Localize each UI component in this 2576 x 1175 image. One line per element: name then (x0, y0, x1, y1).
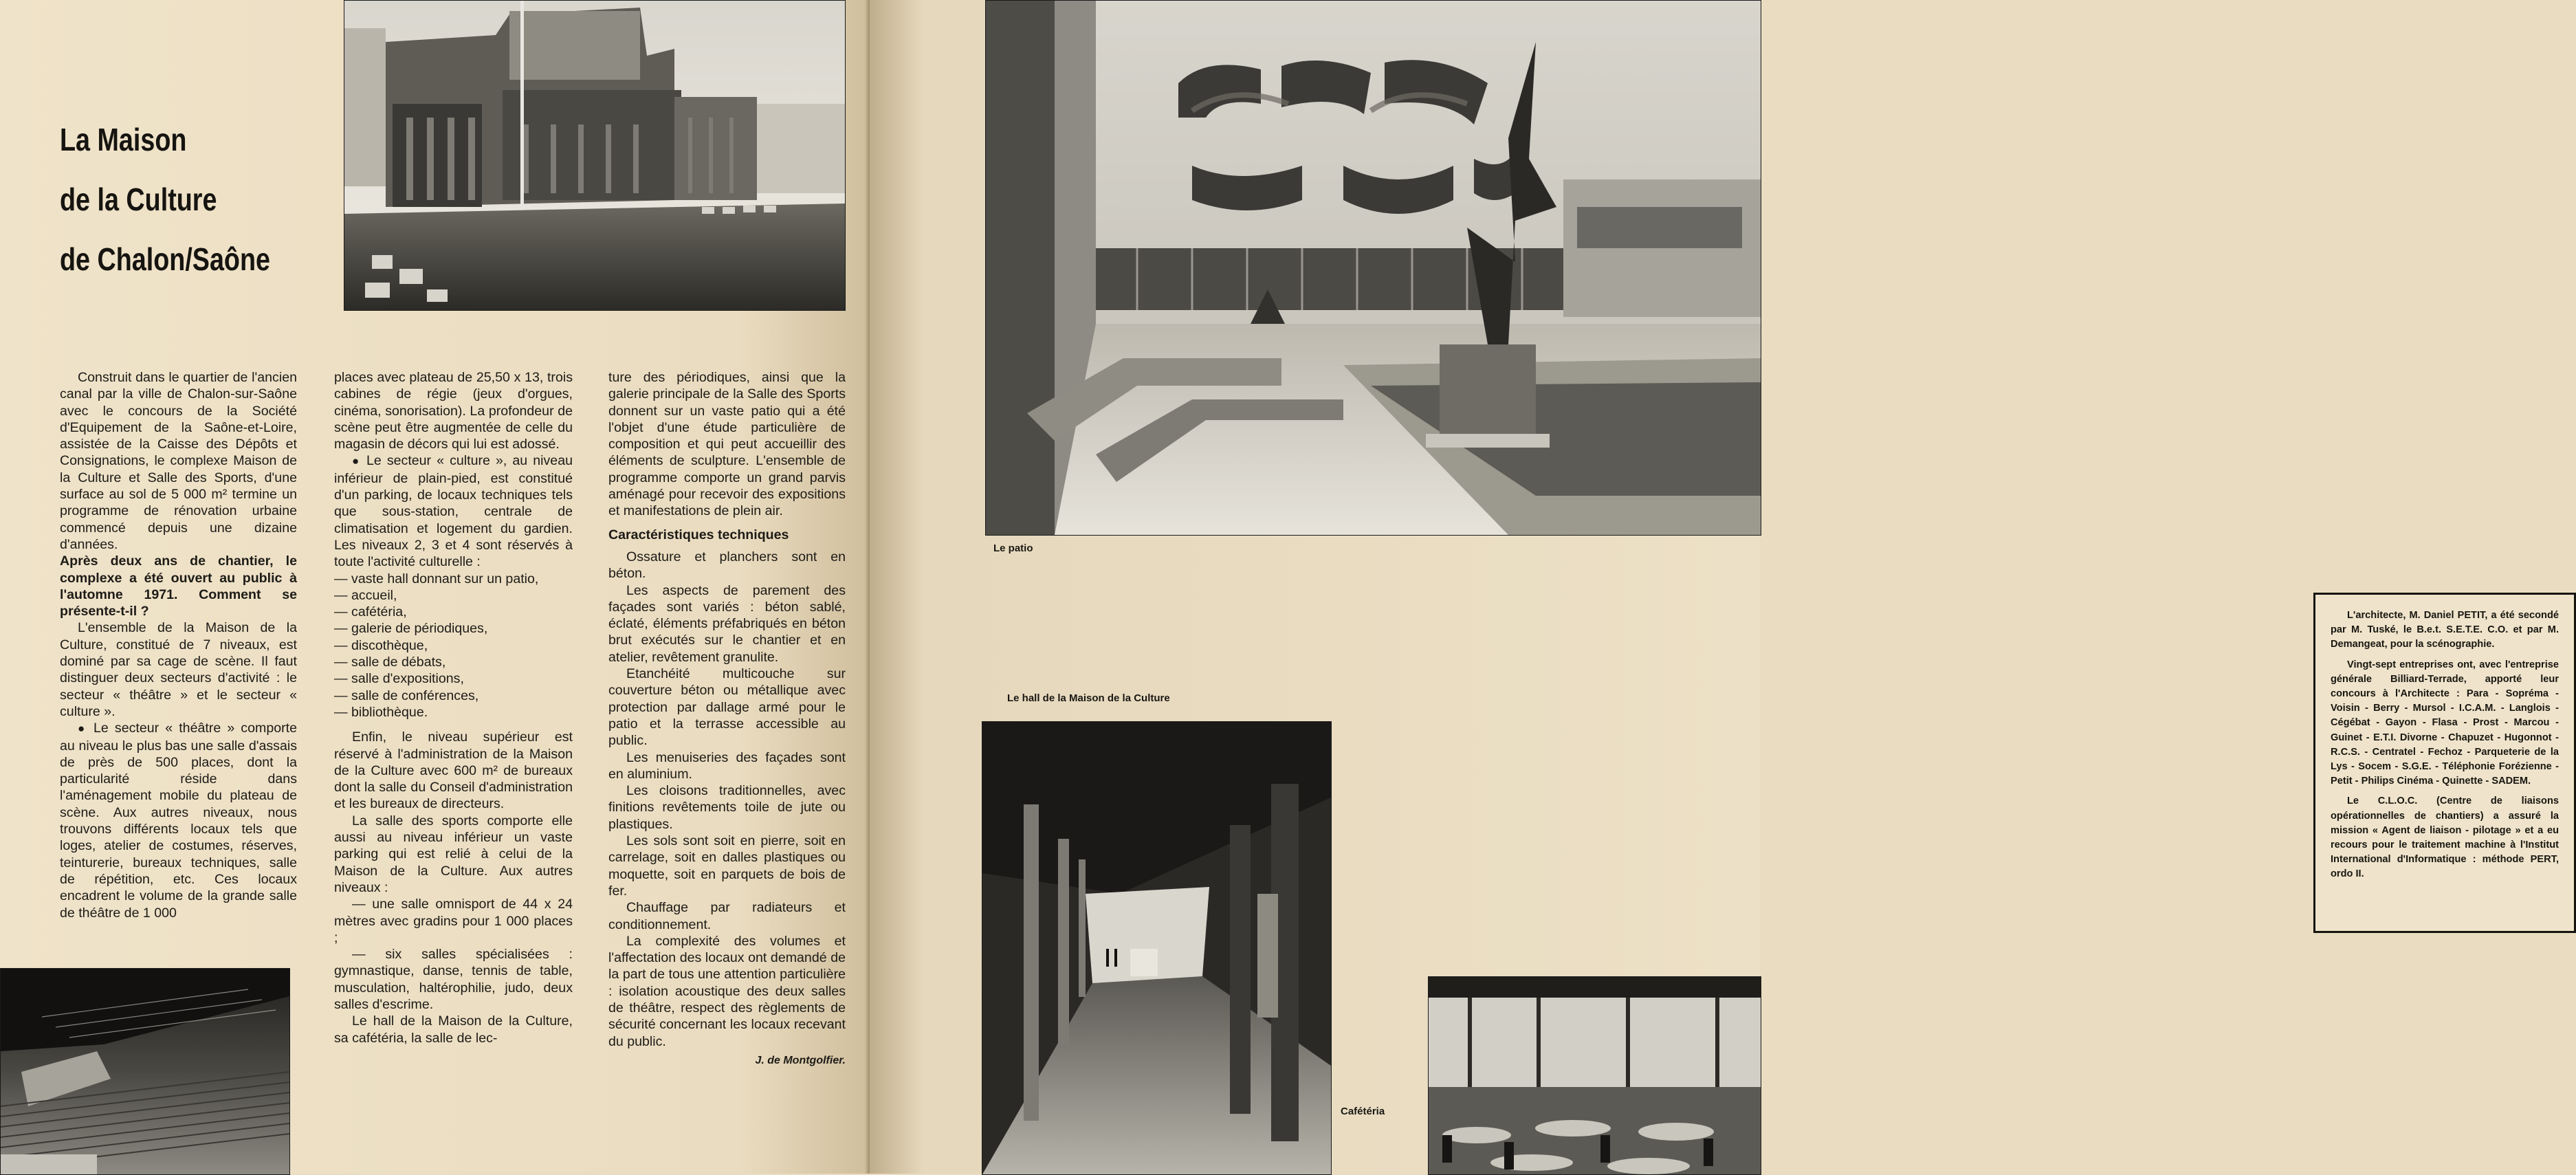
paragraph: Enfin, le niveau supérieur est réservé à l'administration de la Maison de la Culture avec 600 m² de bureaux dont la salle du Conseil d'administration et les bureaux de directeurs. (334, 729, 573, 812)
list-item: — cafétéria, (334, 604, 407, 620)
article-title (60, 110, 285, 289)
paragraph: Chauffage par radiateurs et conditionnement. (608, 900, 846, 932)
list-item: — accueil, (334, 587, 397, 603)
paragraph: Les cloisons traditionnelles, avec finitions revêtements toile de jute ou plastiques. (608, 783, 846, 832)
paragraph: L'ensemble de la Maison de la Culture, constitué de 7 niveaux, est dominé par sa cage de scène. Il faut distinguer deux secteurs d'activité : le secteur « théâtre » et le secteur « culture ». (60, 620, 297, 719)
paragraph (334, 452, 573, 570)
paragraph: Ossature et planchers sont en béton. (608, 549, 846, 582)
bullet-icon: ● (352, 454, 361, 468)
paragraph: places avec plateau de 25,50 x 13, trois cabines de régie (jeux d'orgues, cinéma, sonorisation). La profondeur de scène peut être augmentée de celle du magasin de décors qui lui est adossé. (334, 370, 573, 452)
paragraph: Les menuiseries des façades sont en aluminium. (608, 749, 846, 782)
paragraph: ture des périodiques, ainsi que la galerie principale de la Salle des Sports donnent sur un vaste patio qui a été l'objet d'une étude particulière de composition et qui peut accueillir des éléments de sculpture. L'ensemble de programme comporte un grand parvis aménagé pour recevoir des expositions et manifestations de plein air. (608, 370, 846, 519)
theatre-auditorium-photo (0, 968, 290, 1175)
list-item: — salle de conférences, (334, 688, 479, 703)
cafeteria-photo (1428, 976, 1761, 1175)
paragraph: La salle des sports comporte elle aussi au niveau inférieur un vaste parking qui est relié à celui de la Maison de la Culture. Aux autres niveaux : (334, 813, 573, 895)
paragraph: Le hall de la Maison de la Culture, sa cafétéria, la salle de lec- (334, 1013, 573, 1046)
text-column-1 (60, 369, 297, 921)
credits-architect: L'architecte, M. Daniel PETIT, a été secondé par M. Tuské, le B.e.t. S.E.T.E. C.O. et par M. Demangeat, pour la scénographie. (2331, 610, 2559, 650)
paragraph: — six salles spécialisées : gymnastique, danse, tennis de table, musculation, haltérophilie, judo, deux salles d'escrime. (334, 947, 573, 1012)
list-item: — salle de débats, (334, 655, 446, 670)
interview-question: Après deux ans de chantier, le complexe a été ouvert au public à l'automne 1971. Comment se présente-t-il ? (60, 553, 297, 619)
hall-photo (982, 721, 1332, 1175)
patio-photo (985, 0, 1761, 536)
credits-box (2313, 593, 2576, 933)
paragraph: Etanchéité multicouche sur couverture béton ou métallique avec protection par dallage armé pour le patio et la terrasse accessible au public. (608, 666, 846, 749)
paragraph: Les sols sont soit en pierre, soit en carrelage, soit en dalles plastiques ou moquette, soit en parquets de bois de fer. (608, 833, 846, 899)
section-heading: Caractéristiques techniques (608, 527, 789, 542)
patio-caption: Le patio (993, 542, 1033, 554)
building-exterior-photo (344, 0, 846, 311)
list-item: — salle d'expositions, (334, 671, 464, 687)
text-column-3 (608, 369, 846, 1069)
paragraph (60, 720, 297, 921)
author-signature: J. de Montgolfier. (755, 1054, 846, 1066)
bullet-icon: ● (78, 722, 87, 736)
list-item: — discothèque, (334, 637, 428, 653)
cafeteria-caption: Cafétéria (1341, 1106, 1385, 1117)
title-line-2: de la Culture (60, 182, 217, 217)
list-item: — galerie de périodiques, (334, 621, 488, 637)
paragraph: — une salle omnisport de 44 x 24 mètres avec gradins pour 1 000 places ; (334, 897, 573, 945)
title-line-3: de Chalon/Saône (60, 241, 271, 277)
paragraph: La complexité des volumes et l'affectation des locaux ont demandé de la part de tous une attention particulière : isolation acoustique des deux salles de théâtre, respect des règlements de sécurité concernant les locaux recevant du public. (608, 933, 846, 1049)
paragraph-text: Le secteur « théâtre » comporte au niveau le plus bas une salle d'assais de près de 500 places, dont la particularité réside dans l'aménagement mobile du plateau de scène. Aux autres niveaux, nous trouvons différents locaux tels que loges, atelier de costumes, réserves, teinturerie, bureaux techniques, salle de répétition, etc. Ces locaux encadrent le volume de la grande salle de théâtre de 1 000 (60, 721, 297, 921)
list-item: — vaste hall donnant sur un patio, (334, 571, 539, 586)
title-line-1: La Maison (60, 122, 187, 157)
credits-contractors: Vingt-sept entreprises ont, avec l'entreprise générale Billiard-Terrade, apporté leur concours à l'Architecte : Para - Sopréma - Voisin - Berry - Mursol - I.C.A.M. - Langlois - Cégébat - Gayon - Flasa - Prost - Marcou - Guinet - E.T.I. Divorne - Chapuzet - Hugonnot - R.C.S. - Centratel - Fechoz - Parqueterie de la Lys - Socem - S.G.E. - Téléphonie Forézienne - Petit - Philips Cinéma - Quinette - SADEM. (2331, 659, 2559, 787)
right-page (870, 0, 2559, 1174)
text-column-2 (334, 369, 573, 1046)
paragraph-text: Le secteur « culture », au niveau inférieur de plain-pied, est constitué d'un parking, de locaux techniques tels que sous-station, centrale de climatisation et logement du gardien. Les niveaux 2, 3 et 4 sont réservés à toute l'activité culturelle : (334, 453, 573, 570)
paragraph: Construit dans le quartier de l'ancien canal par la ville de Chalon-sur-Saône avec le concours de la Société d'Equipement de la Saône-et-Loire, assistée de la Caisse des Dépôts et Consignations, le complexe Maison de la Culture et Salle des Sports, d'une surface au sol de 5 000 m² termine un programme de rénovation urbaine commencé depuis une dizaine d'années. (60, 370, 297, 552)
paragraph: Les aspects de parement des façades sont variés : béton sablé, éclaté, éléments préfabriqués en béton brut exécutés sur le chantier et en atelier, revêtement granulite. (608, 582, 846, 665)
left-page (0, 0, 870, 1174)
show-through-text (1097, 605, 1413, 626)
credits-cloc: Le C.L.O.C. (Centre de liaisons opérationnelles de chantiers) a assuré la mission « Agent de liaison - pilotage » et a eu recours pour le traitement machine à l'Institut International d'Informatique : méthode PERT, ordo II. (2331, 795, 2559, 880)
list-item: — bibliothèque. (334, 704, 428, 720)
hall-caption: Le hall de la Maison de la Culture (1007, 692, 1170, 704)
